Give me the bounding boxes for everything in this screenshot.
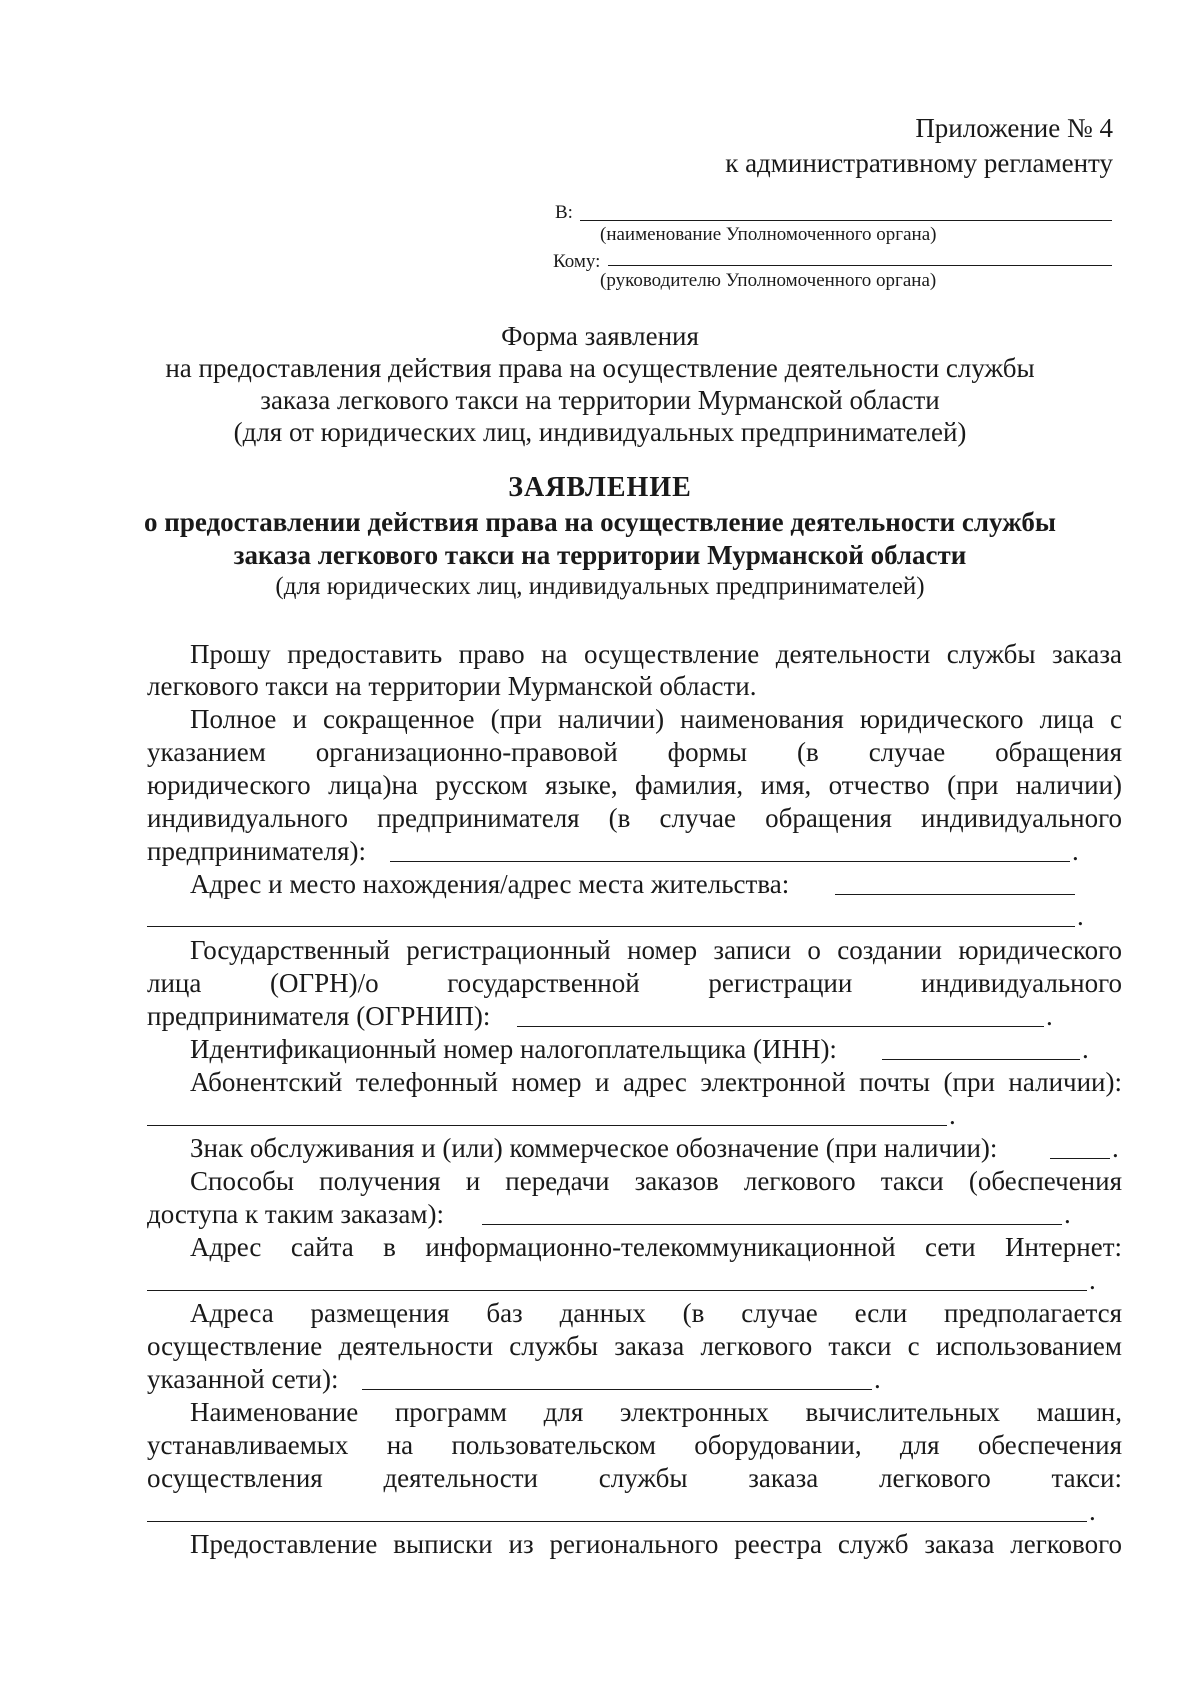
databases-field-line[interactable]: [362, 1389, 872, 1390]
p4-line2: лица (ОГРН)/о государственной регистрации индивидуального: [147, 968, 1122, 998]
name-field-line[interactable]: [390, 861, 1070, 862]
application-subtitle1: о предоставлении действия права на осуществление деятельности службы: [144, 507, 1056, 537]
p2-line1: Полное и сокращенное (при наличии) наименования юридического лица с: [190, 704, 1122, 734]
p6-line1: Абонентский телефонный номер и адрес электронной почты (при наличии):: [190, 1067, 1122, 1097]
application-subtitle2: заказа легкового такси на территории Мурманской области: [233, 540, 967, 570]
p2-line5: предпринимателя):: [147, 836, 366, 866]
p4-line1: Государственный регистрационный номер записи о создании юридического: [190, 935, 1122, 965]
p5-line1: Идентификационный номер налогоплательщика (ИНН):: [190, 1034, 837, 1064]
period: .: [1112, 1133, 1119, 1163]
period: .: [1077, 901, 1084, 931]
period: .: [874, 1364, 881, 1394]
p8-line1: Способы получения и передачи заказов легкового такси (обеспечения: [190, 1166, 1122, 1196]
period: .: [1046, 1001, 1053, 1031]
form-title-line3: заказа легкового такси на территории Мурманской области: [260, 385, 940, 415]
to-label: В:: [555, 202, 573, 223]
ogrn-field-line[interactable]: [517, 1026, 1044, 1027]
form-title-line4: (для от юридических лиц, индивидуальных предпринимателей): [233, 417, 967, 447]
form-title-line2: на предоставления действия права на осуществление деятельности службы: [165, 353, 1035, 383]
form-title-line1: Форма заявления: [501, 321, 699, 351]
p10-line3: указанной сети):: [147, 1364, 339, 1394]
annex-number: Приложение № 4: [915, 113, 1113, 143]
whom-caption: (руководителю Уполномоченного органа): [600, 270, 937, 291]
application-note: (для юридических лиц, индивидуальных предпринимателей): [275, 573, 925, 600]
p10-line1: Адреса размещения баз данных (в случае если предполагается: [190, 1298, 1122, 1328]
address-field-line-a[interactable]: [835, 894, 1075, 895]
p11-line3: осуществления деятельности службы заказа легкового такси:: [147, 1463, 1122, 1493]
p4-line3: предпринимателя (ОГРНИП):: [147, 1001, 491, 1031]
period: .: [1089, 1265, 1096, 1295]
p9-line1: Адрес сайта в информационно-телекоммуникационной сети Интернет:: [190, 1232, 1122, 1262]
whom-field-line[interactable]: [608, 265, 1112, 266]
orders-field-line[interactable]: [482, 1224, 1062, 1225]
p7-line1: Знак обслуживания и (или) коммерческое обозначение (при наличии):: [190, 1133, 998, 1163]
website-field-line[interactable]: [147, 1290, 1087, 1291]
period: .: [949, 1100, 956, 1130]
p1-line2: легкового такси на территории Мурманской области.: [147, 671, 757, 701]
application-title: ЗАЯВЛЕНИЕ: [508, 472, 692, 503]
p10-line2: осуществление деятельности службы заказа легкового такси с использованием: [147, 1331, 1122, 1361]
period: .: [1089, 1496, 1096, 1526]
annex-to: к административному регламенту: [725, 148, 1113, 178]
inn-field-line[interactable]: [882, 1059, 1080, 1060]
p2-line3: юридического лица)на русском языке, фамилия, имя, отчество (при наличии): [147, 770, 1122, 800]
software-field-line[interactable]: [147, 1521, 1087, 1522]
to-field-line[interactable]: [580, 220, 1112, 221]
p2-line2: указанием организационно-правовой формы (в случае обращения: [147, 737, 1122, 767]
p8-line2: доступа к таким заказам):: [147, 1199, 444, 1229]
p11-line1: Наименование программ для электронных вычислительных машин,: [190, 1397, 1122, 1427]
period: .: [1082, 1034, 1089, 1064]
address-field-line-b[interactable]: [147, 926, 1075, 927]
p12-line1: Предоставление выписки из регионального реестра служб заказа легкового: [190, 1529, 1122, 1559]
contacts-field-line[interactable]: [147, 1125, 947, 1126]
to-caption: (наименование Уполномоченного органа): [600, 224, 937, 245]
whom-label: Кому:: [553, 251, 601, 272]
p11-line2: устанавливаемых на пользовательском оборудовании, для обеспечения: [147, 1430, 1122, 1460]
trademark-field-line[interactable]: [1050, 1158, 1110, 1159]
p3-line1: Адрес и место нахождения/адрес места жительства:: [190, 869, 790, 899]
p1-line1: Прошу предоставить право на осуществление деятельности службы заказа: [190, 639, 1122, 669]
p2-line4: индивидуального предпринимателя (в случае обращения индивидуального: [147, 803, 1122, 833]
period: .: [1064, 1199, 1071, 1229]
period: .: [1072, 836, 1079, 866]
